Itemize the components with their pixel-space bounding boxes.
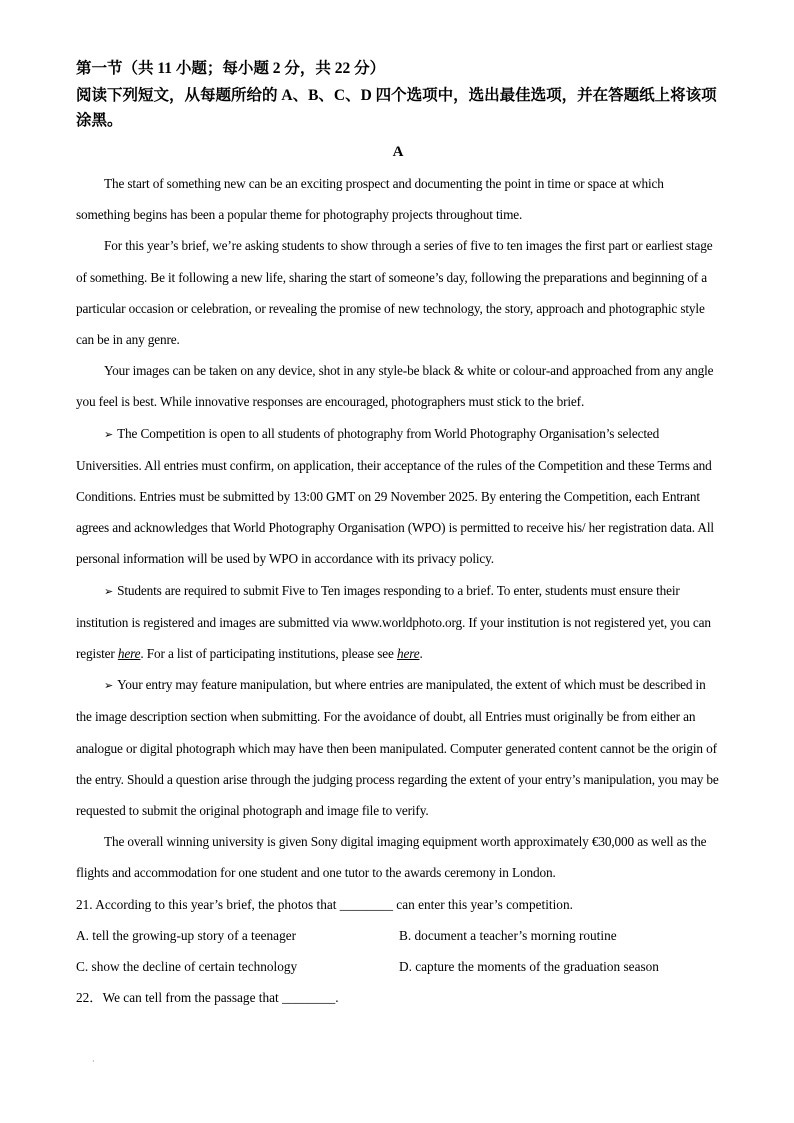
section-instruction: 阅读下列短文，从每题所给的 A、B、C、D 四个选项中，选出最佳选项，并在答题纸上将该项涂黑。 bbox=[76, 87, 717, 129]
question-21-stem: 21. According to this year’s brief, the photos that ________ can enter this year’s competition. bbox=[76, 896, 573, 912]
bullet-submission bbox=[76, 575, 720, 670]
bullet-text: Your entry may feature manipulation, but where entries are manipulated, the extent of which must be described in the image description section when submitting. For the avoidance of doubt, all Entries must originally be from either an analogue or digital photograph which may have then been manipulated. Computer generated content cannot be the origin of the entry. Should a question arise through the judging process regarding the extent of your entry’s manipulation, you may be requested to submit the original photograph and image file to verify. bbox=[76, 677, 719, 819]
bullet-text: . For a list of participating institutions, please see bbox=[140, 646, 397, 662]
register-link[interactable]: here bbox=[117, 646, 141, 662]
bullet-text: . bbox=[419, 646, 423, 662]
question-22-stem: 22．We can tell from the passage that ________. bbox=[76, 990, 339, 1006]
page-mark: · bbox=[92, 1057, 95, 1066]
arrow-bullet-icon: ➢ bbox=[104, 679, 114, 693]
arrow-bullet-icon: ➢ bbox=[104, 427, 114, 441]
passage-paragraph-1: The start of something new can be an exciting prospect and documenting the point in time or space at which something begins has been a popular theme for photography projects throughout time. bbox=[76, 176, 664, 223]
passage-paragraph-4: The overall winning university is given Sony digital imaging equipment worth approximately €30,000 as well as the flights and accommodation for one student and one tutor to the awards ceremony in London. bbox=[76, 834, 707, 881]
institutions-link[interactable]: here bbox=[396, 646, 420, 662]
question-21-options-row-1 bbox=[76, 920, 720, 951]
arrow-bullet-icon: ➢ bbox=[104, 584, 114, 598]
option-d[interactable]: D. capture the moments of the graduation season bbox=[399, 959, 659, 975]
passage-label: A bbox=[392, 144, 404, 160]
bullet-manipulation bbox=[76, 669, 720, 826]
bullet-text: The Competition is open to all students of photography from World Photography Organisation’s selected Universities. All entries must confirm, on application, their acceptance of the rules of the Competition and these Terms and Conditions. Entries must be submitted by 13:00 GMT on 29 November 2025. By entering the Competition, each Entrant agrees and acknowledges that World Photography Organisation (WPO) is permitted to receive his/ her registration data. All personal information will be used by WPO in accordance with its privacy policy. bbox=[76, 425, 714, 567]
section-header: 第一节（共 11 小题；每小题 2 分，共 22 分） bbox=[76, 60, 386, 77]
passage-paragraph-3: Your images can be taken on any device, shot in any style-be black & white or colour-and approached from any angle you feel is best. While innovative responses are encouraged, photographers must stick to the brief. bbox=[76, 363, 714, 410]
option-c[interactable]: C. show the decline of certain technology bbox=[76, 959, 298, 975]
option-b[interactable]: B. document a teacher’s morning routine bbox=[399, 927, 617, 943]
bullet-competition-rules bbox=[76, 418, 720, 575]
passage-paragraph-2: For this year’s brief, we’re asking students to show through a series of five to ten images the first part or earliest stage of something. Be it following a new life, sharing the start of someone’s day, following the preparations and beginning of a particular occasion or celebration, or revealing the promise of new technology, the story, approach and photographic style can be in any genre. bbox=[76, 238, 713, 348]
exam-page bbox=[76, 56, 720, 1013]
question-21-options-row-2 bbox=[76, 951, 720, 982]
bullet-text: Students are required to submit Five to Ten images responding to a brief. To enter, students must ensure their institution is registered and images are submitted via www.worldphoto.org. If your institution is not registered yet, you can register bbox=[76, 582, 711, 662]
option-a[interactable]: A. tell the growing-up story of a teenager bbox=[76, 927, 297, 943]
